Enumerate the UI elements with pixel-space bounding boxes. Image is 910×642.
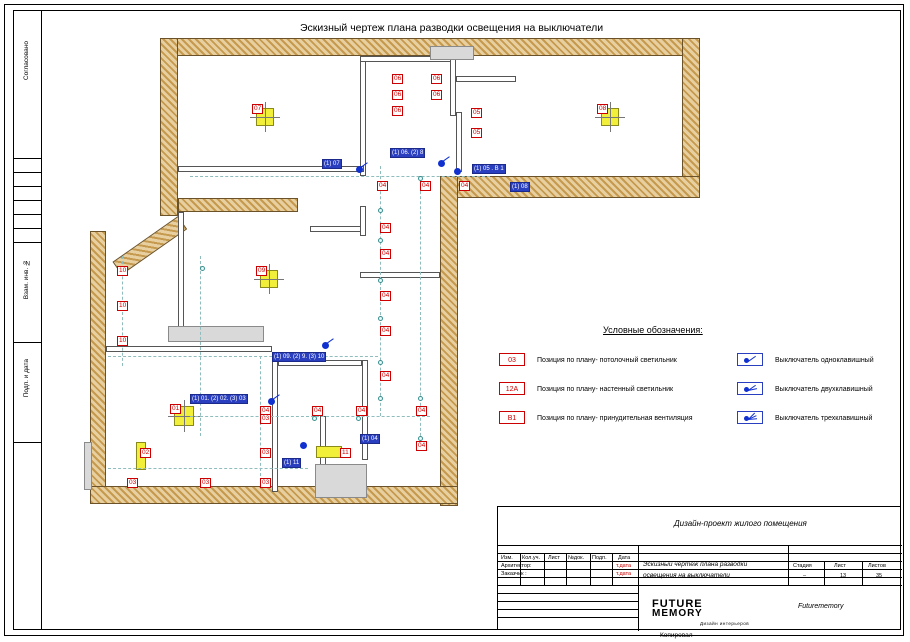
stamp-cell-5: [14, 215, 42, 229]
position-tag: 03: [262, 449, 270, 456]
wall-left-lower: [90, 231, 106, 491]
company-logo-second: [652, 608, 703, 619]
tb-rule: [638, 545, 639, 631]
position-tag: 11: [342, 449, 349, 456]
position-tag: 10: [119, 267, 127, 274]
stamp-cell-2: [14, 173, 42, 187]
legend-switch-text-1: Выключатель двухклавишный: [775, 386, 873, 393]
position-tag: 10: [119, 302, 127, 309]
company-logo-sub: Дизайн интерьеров: [700, 621, 750, 626]
partition-13: [310, 226, 366, 232]
wall-left-upper: [160, 38, 178, 216]
tb-col-ndok: №док.: [568, 555, 585, 561]
stamp-cell-3: [14, 187, 42, 201]
drawing-name-line1: Эскизный чертеж плана разводки: [643, 561, 748, 568]
wall-right-upper: [682, 38, 700, 198]
wiring-node: [378, 278, 383, 283]
tb-col-koluch: Кол.уч.: [522, 555, 541, 561]
copy-note: Копировал: [660, 632, 693, 639]
floor-plan: [60, 16, 760, 576]
stamp-label-vzam: Взам. инв. №: [23, 259, 30, 300]
stamp-cell-soglasovano: [14, 11, 42, 159]
position-tag: 10: [119, 337, 127, 344]
wiring-run-horizontal-low: [108, 468, 308, 469]
position-tag: 07: [254, 105, 262, 112]
tb-rule: [566, 553, 567, 585]
drawing-name-line2: освещения на выключатели: [643, 572, 730, 579]
partition-3: [450, 56, 456, 116]
legend-text-1: Позиция по плану- настенный светильник: [537, 386, 674, 393]
legend-switch-symbol-0: [737, 353, 763, 366]
switch-label: (1) 08: [512, 184, 528, 190]
tb-col-list: Лист: [548, 555, 560, 561]
position-tag: 02: [142, 449, 150, 456]
stamp-label-soglasovano: Согласовано: [23, 41, 30, 81]
legend-code-1: 12А: [499, 382, 525, 395]
wiring-run-horizontal-top: [190, 176, 490, 177]
wiring-run-vertical-left: [200, 256, 201, 436]
position-tag: 04: [382, 372, 390, 379]
tb-col-podp: Подп.: [592, 555, 607, 561]
grey-block-mid: [168, 326, 264, 342]
position-tag: 03: [129, 479, 137, 486]
switch-stem: [441, 156, 450, 163]
switch-label: (1) 09. (2) 9. (3) 10: [274, 354, 325, 360]
sheets-value: 35: [876, 573, 883, 579]
position-tag: 06: [433, 91, 441, 98]
company-line: Futurememory: [798, 603, 844, 610]
partition-9: [272, 352, 278, 492]
tb-rule: [498, 601, 638, 602]
position-tag: 06: [394, 91, 402, 98]
tb-rule: [498, 545, 902, 546]
tb-rule: [498, 593, 638, 594]
tb-col-data: Дата: [618, 555, 631, 561]
legend-text-0: Позиция по плану- потолочный светильник: [537, 357, 677, 364]
legend-switch-symbol-2: [737, 411, 763, 424]
partition-4: [456, 76, 516, 82]
position-tag: 04: [382, 327, 390, 334]
wiring-run-horizontal-bottom: [190, 416, 430, 417]
tb-rule: [498, 585, 638, 586]
sheet-label: Лист: [834, 563, 846, 569]
tb-rule: [612, 553, 613, 585]
tb-rule: [788, 545, 789, 585]
partition-14: [360, 272, 440, 278]
position-tag: 09: [258, 267, 266, 274]
legend-switch-text-0: Выключатель одноклавишный: [775, 357, 874, 364]
stamp-cell-vzam: [14, 243, 42, 343]
position-tag: 01: [172, 405, 180, 412]
wiring-node: [378, 238, 383, 243]
wiring-node: [356, 416, 361, 421]
tb-rule: [544, 553, 545, 585]
position-tag: 03: [262, 479, 270, 486]
wiring-node: [378, 396, 383, 401]
sheet-value: 13: [840, 573, 847, 579]
wiring-run-horizontal-mid: [108, 356, 378, 357]
tb-rule: [862, 561, 863, 585]
legend-text-2: Позиция по плану- принудительная вентиляция: [537, 415, 693, 422]
switch-label: (1) 07: [324, 161, 340, 167]
position-tag: 04: [314, 407, 322, 414]
position-tag: 04: [418, 407, 426, 414]
project-title: Дизайн-проект жилого помещения: [674, 519, 807, 528]
partition-7: [178, 212, 184, 332]
wiring-node: [378, 208, 383, 213]
legend-switch-symbol-1: [737, 382, 763, 395]
wall-mid-vertical: [440, 176, 458, 506]
stamp-cell-6: [14, 229, 42, 243]
wall-right-lower-horiz: [440, 176, 700, 198]
stage-label: Стадия: [793, 563, 812, 569]
tb-mark-0: т.дата: [616, 563, 632, 569]
position-tag: 03: [262, 415, 270, 422]
tb-rule: [498, 553, 902, 554]
wiring-node: [378, 316, 383, 321]
legend-code-2: В1: [499, 411, 525, 424]
wiring-node: [418, 396, 423, 401]
stamp-cell-4: [14, 201, 42, 215]
wiring-node: [312, 416, 317, 421]
legend-code-0: 03: [499, 353, 525, 366]
position-tag: 04: [382, 292, 390, 299]
stamp-cell-1: [14, 159, 42, 173]
sheets-label: Листов: [868, 563, 886, 569]
tb-rule: [788, 569, 902, 570]
tb-mark-1: т.дата: [616, 571, 632, 577]
stamp-cell-podp: [14, 343, 42, 443]
tb-row-customer: Заказчик :: [501, 571, 527, 577]
switch-label: (1) 01. (2) 02. (3) 03: [192, 396, 246, 402]
position-tag: 04: [461, 182, 469, 189]
position-tag: 06: [394, 75, 402, 82]
switch-label: (1) 05 . В 1: [474, 166, 504, 172]
tb-col-izm: Изм.: [501, 555, 513, 561]
position-tag: 04: [382, 250, 390, 257]
partition-8: [106, 346, 272, 352]
logo-main-text: FUTURE: [652, 598, 703, 610]
position-tag: 04: [382, 224, 390, 231]
tb-rule: [590, 553, 591, 585]
position-tag: 04: [422, 182, 430, 189]
page-title: Эскизный чертеж плана разводки освещения на выключатели: [300, 22, 604, 34]
stamp-cell-bottom: [14, 443, 42, 629]
switch-label: (1) 06. (2) 8: [392, 150, 424, 156]
switch-11: [300, 442, 307, 449]
partition-5: [456, 112, 462, 172]
position-tag: 04: [418, 442, 426, 449]
wall-inner-upper-left: [178, 198, 298, 212]
tb-row-architect: Архитектор:: [501, 563, 532, 569]
switch-stem: [325, 338, 334, 345]
tb-rule: [498, 617, 638, 618]
grey-block-top: [430, 46, 474, 60]
position-tag: 04: [262, 407, 270, 414]
switch-05-v1: [454, 168, 461, 175]
wiring-node: [200, 266, 205, 271]
legend-title: Условные обозначения:: [603, 325, 703, 335]
stamp-label-podp: Подп. и дата: [23, 359, 30, 398]
grey-block-bottom: [315, 464, 367, 498]
tb-rule: [638, 585, 902, 586]
stage-value: –: [803, 573, 807, 579]
position-tag: 08: [599, 105, 607, 112]
position-tag: 06: [433, 75, 441, 82]
position-tag: 05: [473, 109, 481, 116]
position-tag: 03: [202, 479, 210, 486]
grey-block-left: [84, 442, 92, 490]
legend-switch-text-2: Выключатель трехклавишный: [775, 415, 873, 422]
tb-rule: [498, 609, 638, 610]
logo-second-text: MEMORY: [652, 608, 703, 619]
partition-1: [360, 56, 366, 176]
wiring-node: [378, 360, 383, 365]
partition-15: [360, 206, 366, 236]
switch-label: (1) 04: [362, 436, 378, 442]
light-fixture-11: [316, 446, 342, 458]
position-tag: 04: [379, 182, 387, 189]
switch-label: (1) 11: [284, 460, 300, 466]
position-tag: 05: [473, 129, 481, 136]
tb-rule: [520, 553, 521, 585]
tb-rule: [824, 561, 825, 585]
position-tag: 04: [358, 407, 366, 414]
position-tag: 06: [394, 107, 402, 114]
left-stamp-column: [14, 11, 42, 629]
